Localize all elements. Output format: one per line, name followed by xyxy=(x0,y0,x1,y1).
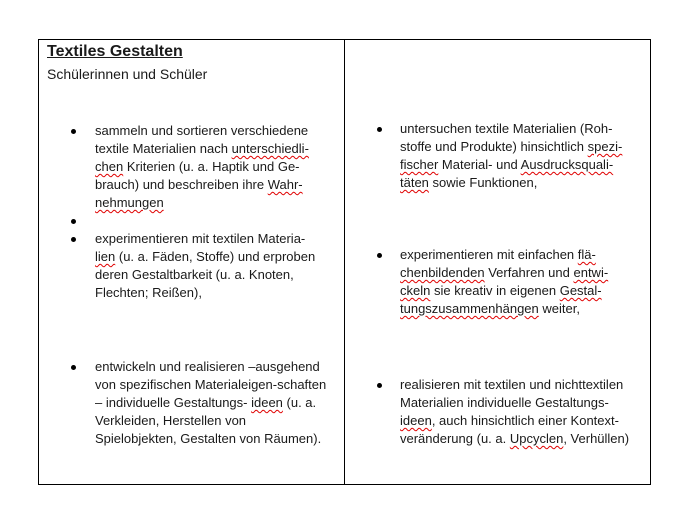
right-list-item xyxy=(400,120,622,192)
text-line: sammeln und sortieren verschiedene xyxy=(95,123,309,138)
right-list-item xyxy=(400,246,608,318)
bullet-point xyxy=(71,219,76,224)
text-line: Materialien individuelle Gestaltungs- xyxy=(400,395,609,410)
left-list-item xyxy=(95,230,315,302)
text-line: chen Kriterien (u. a. Haptik und Ge- xyxy=(95,159,300,174)
text-line: nehmungen xyxy=(95,195,164,210)
text-line: textile Materialien nach unterschiedli- xyxy=(95,141,309,156)
text-line: deren Gestaltbarkeit (u. a. Knoten, xyxy=(95,267,294,282)
text-line: Spielobjekten, Gestalten von Räumen). xyxy=(95,431,322,446)
page-title: Textiles Gestalten xyxy=(47,43,183,60)
curriculum-table xyxy=(38,39,651,485)
bullet-point xyxy=(377,127,382,132)
text-line: ideen, auch hinsichtlich einer Kontext- xyxy=(400,413,619,428)
bullet-point xyxy=(377,383,382,388)
text-line: veränderung (u. a. Upcyclen, Verhüllen) xyxy=(400,431,630,446)
text-line: von spezifischen Materialeigen-schaften xyxy=(95,377,327,392)
left-list-item xyxy=(95,358,326,448)
bullet-point xyxy=(377,253,382,258)
column-divider xyxy=(344,40,345,484)
text-line: – individuelle Gestaltungs- ideen (u. a. xyxy=(95,395,317,410)
bullet-point xyxy=(71,129,76,134)
text-line: experimentieren mit textilen Materia- xyxy=(95,231,306,246)
text-line: brauch) und beschreiben ihre Wahr- xyxy=(95,177,303,192)
left-list-item xyxy=(95,122,309,212)
bullet-point xyxy=(71,237,76,242)
text-line: stoffe und Produkte) hinsichtlich spezi- xyxy=(400,139,623,154)
text-line: fischer Material- und Ausdrucksquali- xyxy=(400,157,614,172)
subtitle: Schülerinnen und Schüler xyxy=(47,66,208,82)
text-line: täten sowie Funktionen, xyxy=(400,175,538,190)
text-line: entwickeln und realisieren –ausgehend xyxy=(95,359,320,374)
text-line: ckeln sie kreativ in eigenen Gestal- xyxy=(400,283,602,298)
text-line: realisieren mit textilen und nichttextilen xyxy=(400,377,624,392)
text-line: Flechten; Reißen), xyxy=(95,285,202,300)
text-line: tungszusammenhängen weiter, xyxy=(400,301,580,316)
text-line: chenbildenden Verfahren und entwi- xyxy=(400,265,609,280)
right-list-item xyxy=(400,376,629,448)
text-line: Verkleiden, Herstellen von xyxy=(95,413,247,428)
bullet-point xyxy=(71,365,76,370)
text-line: untersuchen textile Materialien (Roh- xyxy=(400,121,613,136)
text-line: experimentieren mit einfachen flä- xyxy=(400,247,596,262)
text-line: lien (u. a. Fäden, Stoffe) und erproben xyxy=(95,249,316,264)
